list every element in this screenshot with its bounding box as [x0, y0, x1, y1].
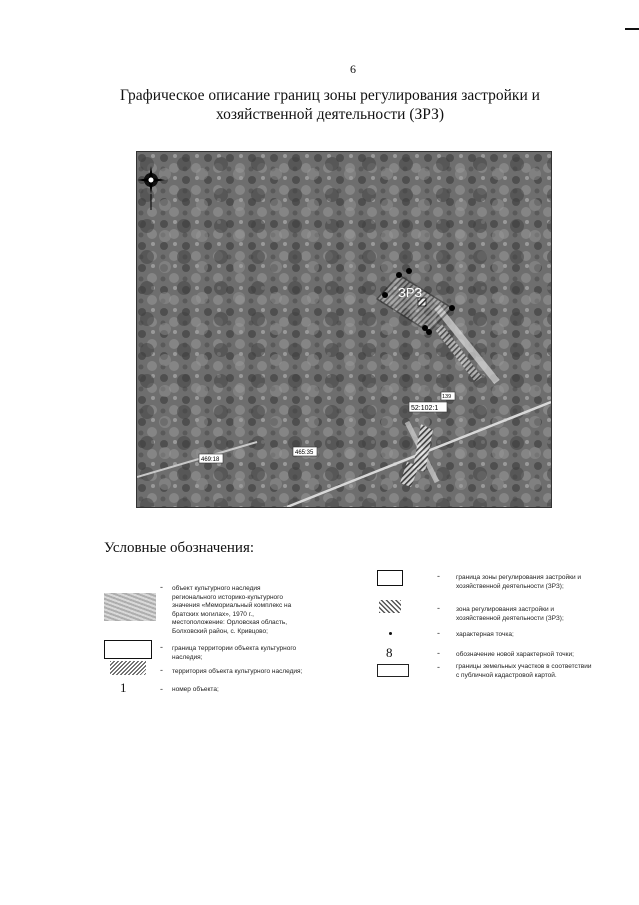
page-title-line-2: хозяйственной деятельности (ЗРЗ): [216, 106, 444, 123]
legend-right-item-3: характерная точка;: [456, 631, 514, 638]
legend-point-symbol: [389, 632, 392, 635]
svg-text:469:18: 469:18: [201, 457, 220, 463]
legend-left-item-4: номер объекта;: [172, 686, 219, 693]
legend-zrz-hatch-symbol: [379, 600, 401, 613]
legend-right-item-5: границы земельных участков в соответствии с публичной кадастровой картой.: [456, 663, 592, 679]
legend-left-item-1: объект культурного наследия регионального историко-культурного значения «Мемориальный комплекс на братских могилах», 1970 г., местоположение: Орловская область, Болховский район, с. Кривцово;: [172, 585, 292, 635]
legend-left-item-3: территория объекта культурного наследия;: [172, 668, 303, 675]
page-corner-mark: [625, 28, 639, 30]
satellite-map: [136, 151, 552, 508]
legend-hatch-symbol: [110, 661, 146, 675]
page-title-line-1: Графическое описание границ зоны регулирования застройки и: [120, 87, 540, 104]
parcel-label: [199, 454, 223, 463]
parcel-label: [441, 392, 455, 400]
legend-dash: -: [160, 642, 163, 652]
zrz-label: ЗРЗ: [398, 285, 423, 300]
svg-text:52:102:1: 52:102:1: [411, 405, 439, 412]
svg-text:465:35: 465:35: [295, 450, 314, 456]
legend-dash: -: [160, 582, 163, 592]
legend-zrz-boundary-symbol: [377, 570, 403, 586]
legend-dash: -: [437, 571, 440, 581]
legend-dash: -: [160, 684, 163, 694]
parcel-label: [409, 402, 447, 412]
legend-dash: -: [437, 648, 440, 658]
parcel-label: [293, 447, 317, 456]
legend-rectangle-symbol: [104, 640, 152, 659]
map-canvas: [137, 152, 551, 507]
legend-dash: -: [160, 665, 163, 675]
legend-parcel-symbol: [377, 664, 409, 677]
svg-text:139: 139: [442, 394, 452, 400]
legend-dash: -: [437, 603, 440, 613]
legend-dash: -: [437, 628, 440, 638]
legend-title: Условные обозначения:: [104, 540, 255, 556]
legend-number-symbol: 1: [120, 680, 127, 695]
legend-right-item-2: зона регулирования застройки и хозяйственной деятельности (ЗРЗ);: [456, 606, 564, 622]
legend-right-item-4: обозначение новой характерной точки;: [456, 651, 574, 658]
page-number: 6: [350, 62, 356, 76]
legend-dash: -: [437, 662, 440, 672]
legend-right-item-1: граница зоны регулирования застройки и хозяйственной деятельности (ЗРЗ);: [456, 574, 582, 590]
legend-new-point-number: 8: [386, 645, 393, 660]
legend-satellite-swatch: [104, 593, 156, 621]
legend-left-item-2: граница территории объекта культурного наследия;: [172, 645, 297, 661]
